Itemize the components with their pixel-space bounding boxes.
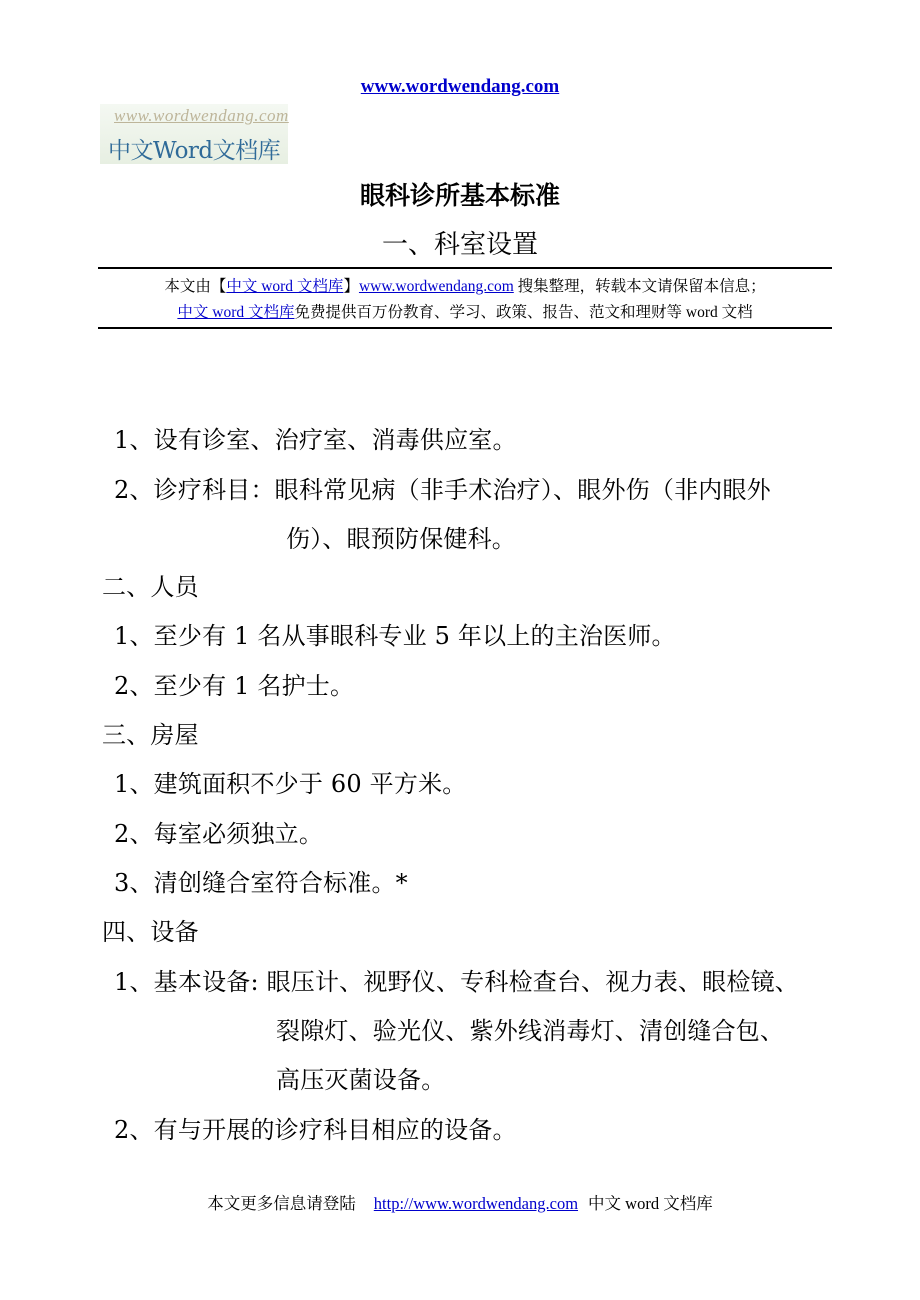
list-item: 2、有与开展的诊疗科目相应的设备。 (114, 1116, 517, 1144)
notice-library-link[interactable]: 中文 word 文档库 (226, 278, 344, 295)
document-title: 眼科诊所基本标准 (359, 181, 560, 210)
list-item: 1、设有诊室、治疗室、消毒供应室。 (114, 426, 517, 454)
header-site-link[interactable]: www.wordwendang.com (360, 76, 560, 97)
list-item: 1、基本设备: 眼压计、视野仪、专科检查台、视力表、眼检镜、 (114, 968, 799, 996)
notice-description: 免费提供百万份教育、学习、政策、报告、范文和理财等 word 文档 (294, 304, 753, 321)
notice-line-1 (98, 274, 832, 300)
list-item-continuation: 伤）、眼预防保健科。 (286, 525, 516, 553)
page-footer (0, 1190, 920, 1214)
section-heading: 四、设备 (102, 918, 199, 946)
notice-site-link[interactable]: www.wordwendang.com (358, 278, 514, 295)
section-heading: 三、房屋 (102, 721, 199, 749)
footer-site-link[interactable]: http://www.wordwendang.com (373, 1194, 579, 1213)
site-logo (100, 104, 288, 164)
footer-prefix: 本文更多信息请登陆 (207, 1194, 356, 1213)
notice-line-2 (98, 300, 832, 326)
logo-url-text: www.wordwendang.com (114, 106, 289, 125)
list-item-continuation: 高压灭菌设备。 (276, 1066, 446, 1094)
list-item: 3、清创缝合室符合标准。* (114, 869, 408, 897)
list-item: 1、至少有 1 名从事眼科专业 5 年以上的主治医师。 (114, 622, 676, 650)
copyright-notice (98, 267, 832, 329)
list-item-continuation: 裂隙灯、验光仪、紫外线消毒灯、清创缝合包、 (276, 1017, 785, 1045)
section-heading: 一、科室设置 (381, 230, 538, 260)
notice-library-link-2[interactable]: 中文 word 文档库 (177, 304, 295, 321)
list-item: 2、至少有 1 名护士。 (114, 672, 355, 700)
notice-bracket: 】 (343, 278, 359, 295)
list-item: 2、诊疗科目：眼科常见病（非手术治疗）、眼外伤（非内眼外 (114, 476, 771, 504)
notice-prefix: 本文由【 (164, 278, 227, 295)
list-item: 1、建筑面积不少于 60 平方米。 (114, 770, 467, 798)
list-item: 2、每室必须独立。 (114, 820, 324, 848)
footer-suffix: 中文 word 文档库 (588, 1194, 713, 1213)
section-heading: 二、人员 (102, 573, 199, 601)
notice-suffix: 搜集整理，转载本文请保留本信息； (513, 278, 766, 295)
logo-name: 中文Word文档库 (108, 138, 281, 164)
